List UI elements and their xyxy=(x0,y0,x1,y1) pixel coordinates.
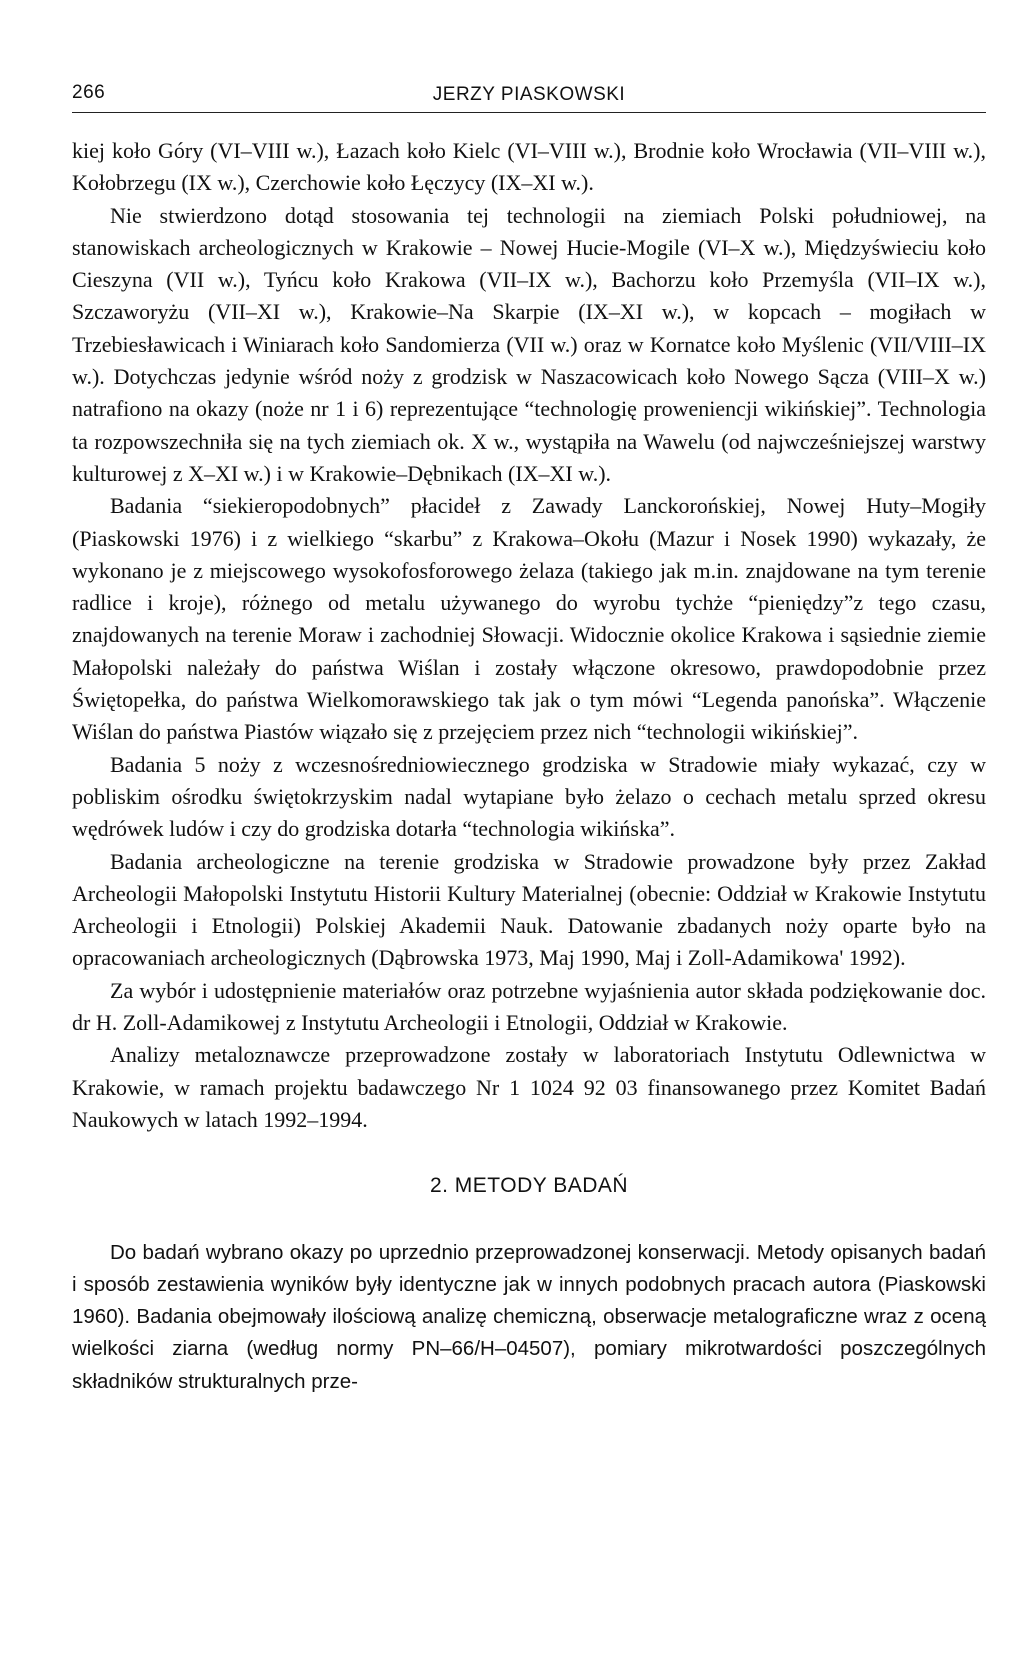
paragraph-5: Badania archeologiczne na terenie grodziska w Stradowie prowadzone były przez Zakład Archeologii Małopolski Instytutu Historii Kultury Materialnej (obecnie: Oddział w Krakowie Instytutu Archeologii i Etnologii) Polskiej Akademii Nauk. Datowanie zbadanych noży oparte było na opracowaniach archeologicznych (Dąbrowska 1973, Maj 1990, Maj i Zoll-Adamikowa' 1992). xyxy=(72,848,986,971)
page-number: 266 xyxy=(72,82,106,103)
paragraph-3: Badania “siekieropodobnych” płacideł z Zawady Lanckorońskiej, Nowej Huty–Mogiły (Piaskowski 1976) i z wielkiego “skarbu” z Krakowa–Okołu (Mazur i Nosek 1990) wykazały, że wykonano je z miejscowego wysokofosforowego żelaza (takiego jak m.in. znajdowane na tym terenie radlice i kroje), różnego od metalu używanego do wyrobu tychże “pieniędzy”z tego czasu, znajdowanych na terenie Moraw i zachodniej Słowacji. Widocznie okolice Krakowa i sąsiednie ziemie Małopolski należały do państwa Wiślan i zostały włączone okresowo, prawdopodobnie przez Świętopełka, do państwa Wielkomorawskiego tak jak o tym mówi “Legenda panońska”. Włączenie Wiślan do państwa Piastów wiązało się z przejęciem przez nich “technologii wikińskiej”. xyxy=(72,493,986,745)
running-header xyxy=(72,78,986,113)
section-paragraph: Do badań wybrano okazy po uprzednio przeprowadzonej konserwacji. Metody opisanych badań i sposób zestawienia wyników były identyczne jak w innych podobnych pracach autora (Piaskowski 1960). Badania obejmowały ilościową analizę chemiczną, obserwacje metalograficzne wraz z oceną wielkości ziarna (według normy PN–66/H–04507), pomiary mikrotwardości poszczególnych składników strukturalnych prze- xyxy=(72,1240,986,1393)
running-title: JERZY PIASKOWSKI xyxy=(432,84,626,105)
paragraph-7: Analizy metaloznawcze przeprowadzone zostały w laboratoriach Instytutu Odlewnictwa w Krakowie, w ramach projektu badawczego Nr 1 1024 92 03 finansowanego przez Komitet Badań Naukowych w latach 1992–1994. xyxy=(72,1042,986,1132)
paragraph-2: Nie stwierdzono dotąd stosowania tej technologii na ziemiach Polski południowej, na stanowiskach archeologicznych w Krakowie – Nowej Hucie-Mogile (VI–X w.), Międzyświeciu koło Cieszyna (VII w.), Tyńcu koło Krakowa (VII–IX w.), Bachorzu koło Przemyśla (VII–IX w.), Szczaworyżu (VII–XI w.), Krakowie–Na Skarpie (IX–XI w.), w kopcach – mogiłach w Trzebiesławicach i Winiarach koło Sandomierza (VII w.) oraz w Kornatce koło Myślenic (VII/VIII–IX w.). Dotychczas jedynie wśród noży z grodzisk w Naszacowicach koło Nowego Sącza (VIII–X w.) natrafiono na okazy (noże nr 1 i 6) reprezentujące “technologię proweniencji wikińskiej”. Technologia ta rozpowszechniła się na tych ziemiach ok. X w., wystąpiła na Wawelu (od najwcześniejszej warstwy kulturowej z X–XI w.) i w Krakowie–Dębnikach (IX–XI w.). xyxy=(72,202,986,486)
paragraph-6: Za wybór i udostępnienie materiałów oraz potrzebne wyjaśnienia autor składa podziękowanie doc. dr H. Zoll-Adamikowej z Instytutu Archeologii i Etnologii, Oddział w Krakowie. xyxy=(72,977,986,1036)
section-heading: 2. METODY BADAŃ xyxy=(429,1174,629,1198)
paragraph-4: Badania 5 noży z wczesnośredniowiecznego grodziska w Stradowie miały wykazać, czy w pobliskim ośrodku świętokrzyskim nadal wytapiane było żelazo o cechach metalu sprzed okresu wędrówek ludów i czy do grodziska dotarła “technologia wikińska”. xyxy=(72,751,986,842)
body-text xyxy=(72,135,986,1398)
paragraph-1: kiej koło Góry (VI–VIII w.), Łazach koło Kielc (VI–VIII w.), Brodnie koło Wrocławia (VII–VIII w.), Kołobrzegu (IX w.), Czerchowie koło Łęczycy (IX–XI w.). xyxy=(72,138,986,196)
